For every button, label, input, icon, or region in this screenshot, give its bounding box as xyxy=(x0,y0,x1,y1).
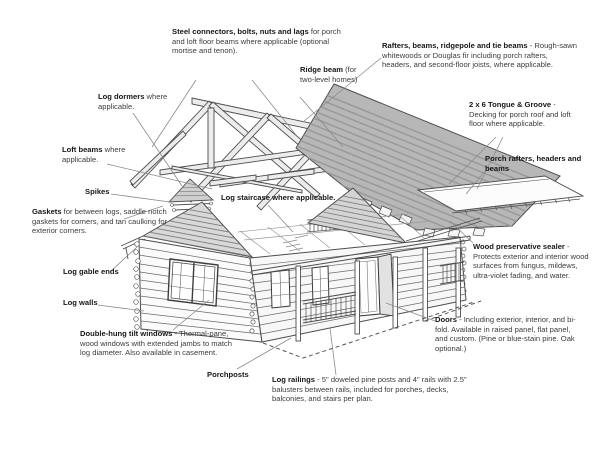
label-wood-preservative-bold: Wood preservative sealer xyxy=(473,242,565,251)
front-window xyxy=(271,270,290,308)
label-log-staircase xyxy=(221,193,335,203)
label-wood-preservative-rest: - Protects exterior and interior wood surfaces from fungus, mildews, ultra-violet fading, and water. xyxy=(473,242,589,280)
label-gaskets-bold: Gaskets xyxy=(32,207,62,216)
label-porch-rafters-bold: Porch rafters, headers and beams xyxy=(485,154,582,173)
label-gaskets-rest: for between logs, saddle notch gaskets for corners, and tan caulking for exterior corners. xyxy=(32,207,168,236)
label-gaskets xyxy=(32,207,170,236)
label-log-gable-ends-bold: Log gable ends xyxy=(63,267,119,276)
label-ridge-beam xyxy=(300,65,364,84)
label-rafters-rest: - Rough-sawn whitewoods or Douglas fir including porch rafters, headers, and second-floor joists, where applicable. xyxy=(382,41,577,70)
label-ridge-beam-rest: (for two-level homes) xyxy=(300,65,358,84)
label-porchposts-bold: Porchposts xyxy=(207,370,249,379)
label-loft-beams xyxy=(62,145,154,164)
label-double-hung-bold: Double-hung tilt windows xyxy=(80,329,173,338)
label-log-gable-ends xyxy=(63,267,119,277)
label-log-walls xyxy=(63,298,98,308)
label-log-railings xyxy=(272,375,482,404)
label-doors-bold: Doors xyxy=(435,315,457,324)
label-log-dormers-rest: where applicable. xyxy=(98,92,168,111)
label-log-dormers-bold: Log dormers xyxy=(98,92,145,101)
label-log-walls-bold: Log walls xyxy=(63,298,98,307)
label-loft-beams-rest: where applicable. xyxy=(62,145,126,164)
label-log-railings-rest: - 5" doweled pine posts and 4" rails with 2.5" balusters between rails, included for porches, decks, balconies, and stairs per plan. xyxy=(272,375,467,404)
label-log-railings-bold: Log railings xyxy=(272,375,316,384)
label-wood-preservative xyxy=(473,242,593,280)
door xyxy=(356,254,394,316)
label-ridge-beam-bold: Ridge beam xyxy=(300,65,344,74)
label-steel-connectors-rest: for porch and loft floor beams where applicable (optional mortise and tenon). xyxy=(172,27,341,56)
label-log-dormers xyxy=(98,92,203,111)
label-tongue-groove xyxy=(469,100,585,129)
log-staircase xyxy=(283,235,308,251)
label-loft-beams-bold: Loft beams xyxy=(62,145,103,154)
label-tongue-groove-bold: 2 x 6 Tongue & Groove xyxy=(469,100,552,109)
king-post xyxy=(208,108,214,168)
door-leaf-open xyxy=(378,254,394,316)
label-tongue-groove-rest: - Decking for porch roof and loft floor where applicable. xyxy=(469,100,571,129)
label-steel-connectors-bold: Steel connectors, bolts, nuts and lags xyxy=(172,27,309,36)
label-spikes xyxy=(85,187,109,197)
label-double-hung xyxy=(80,329,240,358)
label-double-hung-rest: - Thermal-pane, wood windows with extended jambs to match log diameter. Also available in casement. xyxy=(80,329,232,358)
label-porchposts xyxy=(207,370,249,380)
label-doors xyxy=(435,315,580,353)
double-hung-window xyxy=(168,259,218,306)
label-log-staircase-bold: Log staircase where applicable. xyxy=(221,193,336,202)
label-doors-rest: - Including exterior, interior, and bi-fold. Available in raised panel, flat panel, and custom. (Pine or blue-stain pine. Oak optional.) xyxy=(435,315,576,353)
label-steel-connectors xyxy=(172,27,342,56)
label-porch-rafters xyxy=(485,154,593,173)
label-spikes-bold: Spikes xyxy=(85,187,110,196)
label-rafters-bold: Rafters, beams, ridgepole and tie beams xyxy=(382,41,528,50)
label-rafters xyxy=(382,41,577,70)
